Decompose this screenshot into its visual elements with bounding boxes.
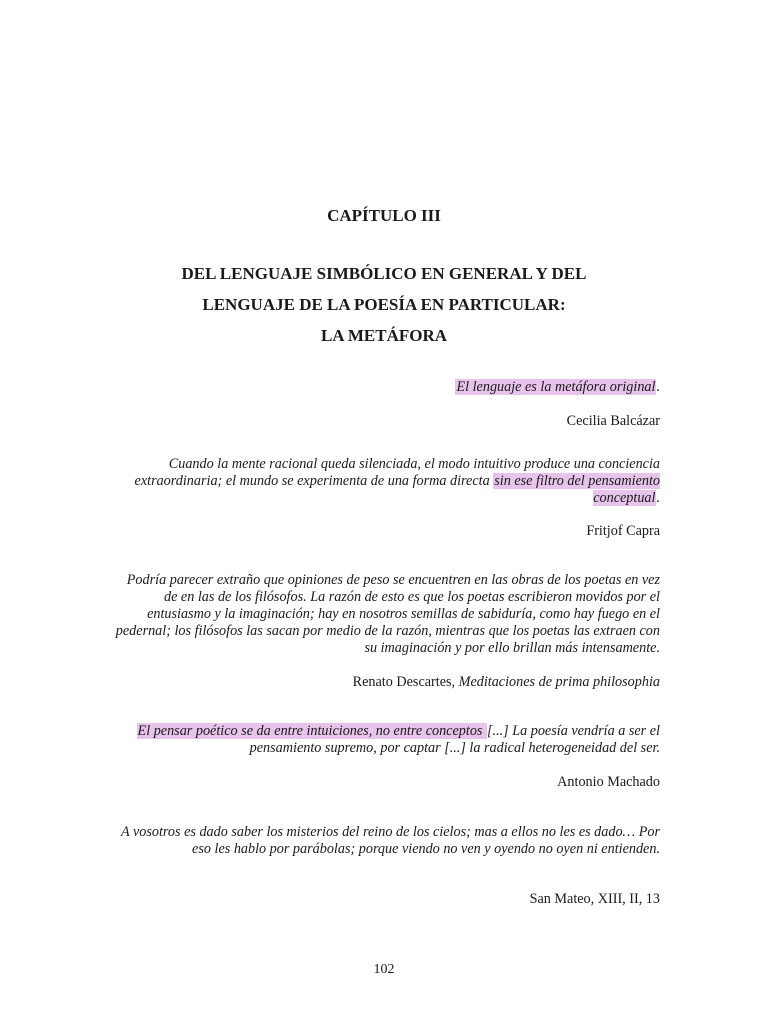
highlighted-text: sin ese filtro del pensamiento conceptual [494,473,660,506]
chapter-title-line: DEL LENGUAJE SIMBÓLICO EN GENERAL Y DEL [181,264,587,283]
epigraph-author: San Mateo, XIII, II, 13 [529,891,660,907]
epigraph-author [110,674,660,691]
epigraph-quote: A vosotros es dado saber los misterios del reino de los cielos; mas a ellos no les es dado… Por eso les hablo por parábolas; porque viendo no ven y oyendo no oyen ni entienden. [121,824,660,857]
epigraph-quote [110,379,660,396]
chapter-title-line: LENGUAJE DE LA POESÍA EN PARTICULAR: [202,295,566,314]
quote-text: . [656,379,660,395]
author-name: Renato Descartes, [352,674,459,690]
epigraph-author: Fritjof Capra [586,523,660,539]
quote-text: [...] La poesía vendría a ser el pensamiento supremo, por captar [...] la radical heterogeneidad del ser. [249,723,660,756]
highlighted-text: El lenguaje es la metáfora original [456,379,656,395]
chapter-title [0,258,768,351]
quote-text: . [656,490,660,506]
quote-text: Cuando la mente racional queda silenciada, el modo intuitivo produce una conciencia extraordinaria; el mundo se experimenta de una forma directa [134,456,660,489]
highlighted-text: El pensar poético se da entre intuiciones, no entre conceptos [137,723,486,739]
epigraph-quote [110,456,660,507]
epigraph-quote [110,723,660,757]
page-number: 102 [373,962,395,977]
epigraph-author: Cecilia Balcázar [566,413,660,429]
epigraph-author: Antonio Machado [557,774,660,790]
chapter-heading: CAPÍTULO III [327,206,441,225]
author-work-title: Meditaciones de prima philosophia [458,674,660,690]
epigraph-quote: Podría parecer extraño que opiniones de peso se encuentren en las obras de los poetas en vez de en las de los filósofos. La razón de esto es que los poetas escribieron movidos por el entusiasmo y la imaginación; hay en nosotros semillas de sabiduría, como hay fuego en el pedernal; los filósofos las sacan por medio de la razón, mientras que los poetas las extraen con su imaginación y por ello brillan más intensamente. [115,572,660,656]
chapter-title-line: LA METÁFORA [320,326,448,345]
